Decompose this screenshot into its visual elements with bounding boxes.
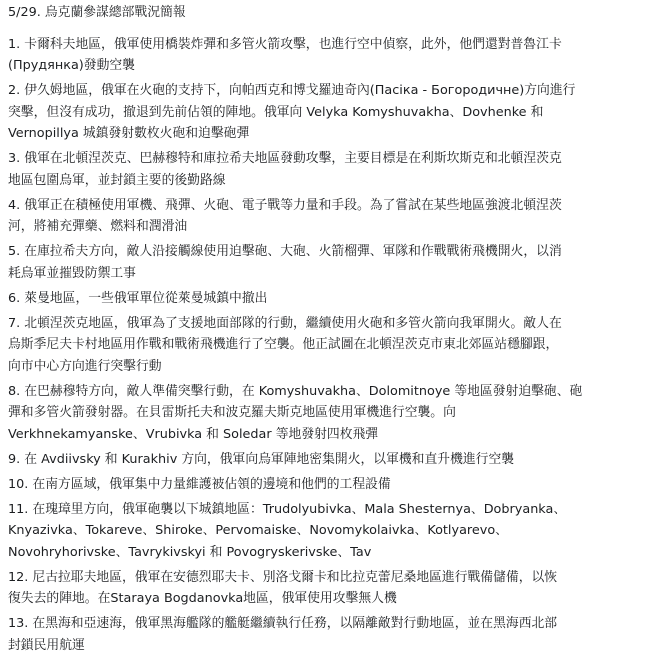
report-item-12 — [8, 567, 655, 610]
report-item-line: 6. 萊曼地區，一些俄軍單位從萊曼城鎮中撤出 — [8, 290, 268, 306]
report-item-line: Knyazivka、Tokareve、Shiroke、Pervomaiske、Novomykolaivka、Kotlyarevo、 — [8, 523, 508, 538]
report-item-line: 封鎖民用航運 — [8, 637, 85, 653]
report-item-4 — [8, 195, 655, 238]
report-item-9 — [8, 449, 655, 471]
report-title-paragraph — [8, 2, 655, 24]
report-item-line: Novohryhorivske、Tavrykivskyi 和 Povogryskerivske、Tav — [8, 544, 372, 560]
report-item-line: 河，將補充彈藥、燃料和潤滑油 — [8, 219, 188, 234]
report-item-7 — [8, 313, 655, 378]
report-item-10 — [8, 474, 655, 496]
report-item-3 — [8, 148, 655, 191]
report-title: 5/29. 烏克蘭參謀總部戰況簡報 — [8, 5, 186, 20]
report-items — [8, 34, 655, 657]
report-item-13 — [8, 613, 655, 656]
report-item-line: 7. 北頓涅茨克地區，俄軍為了支援地面部隊的行動，繼續使用火砲和多管火箭向我軍開火。敵人在 — [8, 315, 562, 331]
report-item-line: 4. 俄軍正在積極使用軍機、飛彈、火砲、電子戰等力量和手段。為了嘗試在某些地區強渡北頓涅茨 — [8, 197, 562, 213]
report-item-line: 向市中心方向進行突擊行動 — [8, 358, 162, 374]
report-item-line: 復失去的陣地。在Staraya Bogdanovka地區，俄軍使用攻擊無人機 — [8, 591, 397, 606]
report-item-line: 13. 在黑海和亞速海，俄軍黑海艦隊的艦艇繼續執行任務，以隔離敵對行動地區，並在黑海西北部 — [8, 616, 558, 631]
report-item-2 — [8, 80, 655, 145]
report-item-line: 8. 在巴赫穆特方向，敵人準備突擊行動，在 Komyshuvakha、Dolomitnoye 等地區發射迫擊砲、砲 — [8, 383, 583, 399]
report-item-line: 烏斯季尼夫卡村地區用作戰和戰術飛機進行了空襲。他正試圖在北頓涅茨克市東北郊區站穩腳跟， — [8, 337, 559, 352]
report-item-1 — [8, 34, 655, 77]
report-item-11 — [8, 499, 655, 564]
report-item-line: Verkhnekamyanske、Vrubivka 和 Soledar 等地發射四枚飛彈 — [8, 426, 379, 442]
report-item-line: 突擊，但沒有成功，撤退到先前佔領的陣地。俄軍向 Velyka Komyshuvakha、Dovhenke 和 — [8, 104, 544, 120]
report-item-line: 耗烏軍並摧毀防禦工事 — [8, 265, 136, 281]
report-item-5 — [8, 241, 655, 284]
report-item-line: 9. 在 Avdiivsky 和 Kurakhiv 方向，俄軍向烏軍陣地密集開火，以軍機和直升機進行空襲 — [8, 451, 515, 467]
report-item-line: 彈和多管火箭發射器。在貝雷斯托夫和波克羅夫斯克地區使用軍機進行空襲。向 — [8, 405, 456, 420]
report-item-line: 10. 在南方區域，俄軍集中力量維護被佔領的邊境和他們的工程設備 — [8, 476, 391, 492]
report-item-line: 3. 俄軍在北頓涅茨克、巴赫穆特和庫拉希夫地區發動攻擊，主要目標是在利斯坎斯克和北頓涅茨克 — [8, 151, 562, 166]
report-item-line: 11. 在瑰璋里方向，俄軍砲襲以下城鎮地區：Trudolyubivka、Mala Shesternya、Dobryanka、 — [8, 501, 567, 517]
report-item-line: 地區包圍烏軍，並封鎖主要的後勤路線 — [8, 172, 226, 188]
report-item-line: Vernopillya 城鎮發射數枚火砲和迫擊砲彈 — [8, 126, 250, 141]
report-item-line: (Прудянка)發動空襲 — [8, 58, 135, 73]
report-item-line: 5. 在庫拉希夫方向，敵人沿接觸線使用迫擊砲、大砲、火箭榴彈、軍隊和作戰戰術飛機開火，以消 — [8, 244, 562, 259]
report-item-line: 1. 卡爾科夫地區，俄軍使用橋裝炸彈和多管火箭攻擊，也進行空中偵察，此外，他們還對普魯江卡 — [8, 36, 562, 52]
report-item-line: 12. 尼古拉耶夫地區，俄軍在安德烈耶夫卡、別洛戈爾卡和比拉克蕾尼桑地區進行戰備儲備，以恢 — [8, 569, 558, 585]
report-item-line: 2. 伊久姆地區，俄軍在火砲的支持下，向帕西克和博戈羅迪奇內(Пасіка - Богородичне)方向進行 — [8, 83, 576, 98]
report-item-8 — [8, 381, 655, 446]
report-item-6 — [8, 288, 655, 310]
